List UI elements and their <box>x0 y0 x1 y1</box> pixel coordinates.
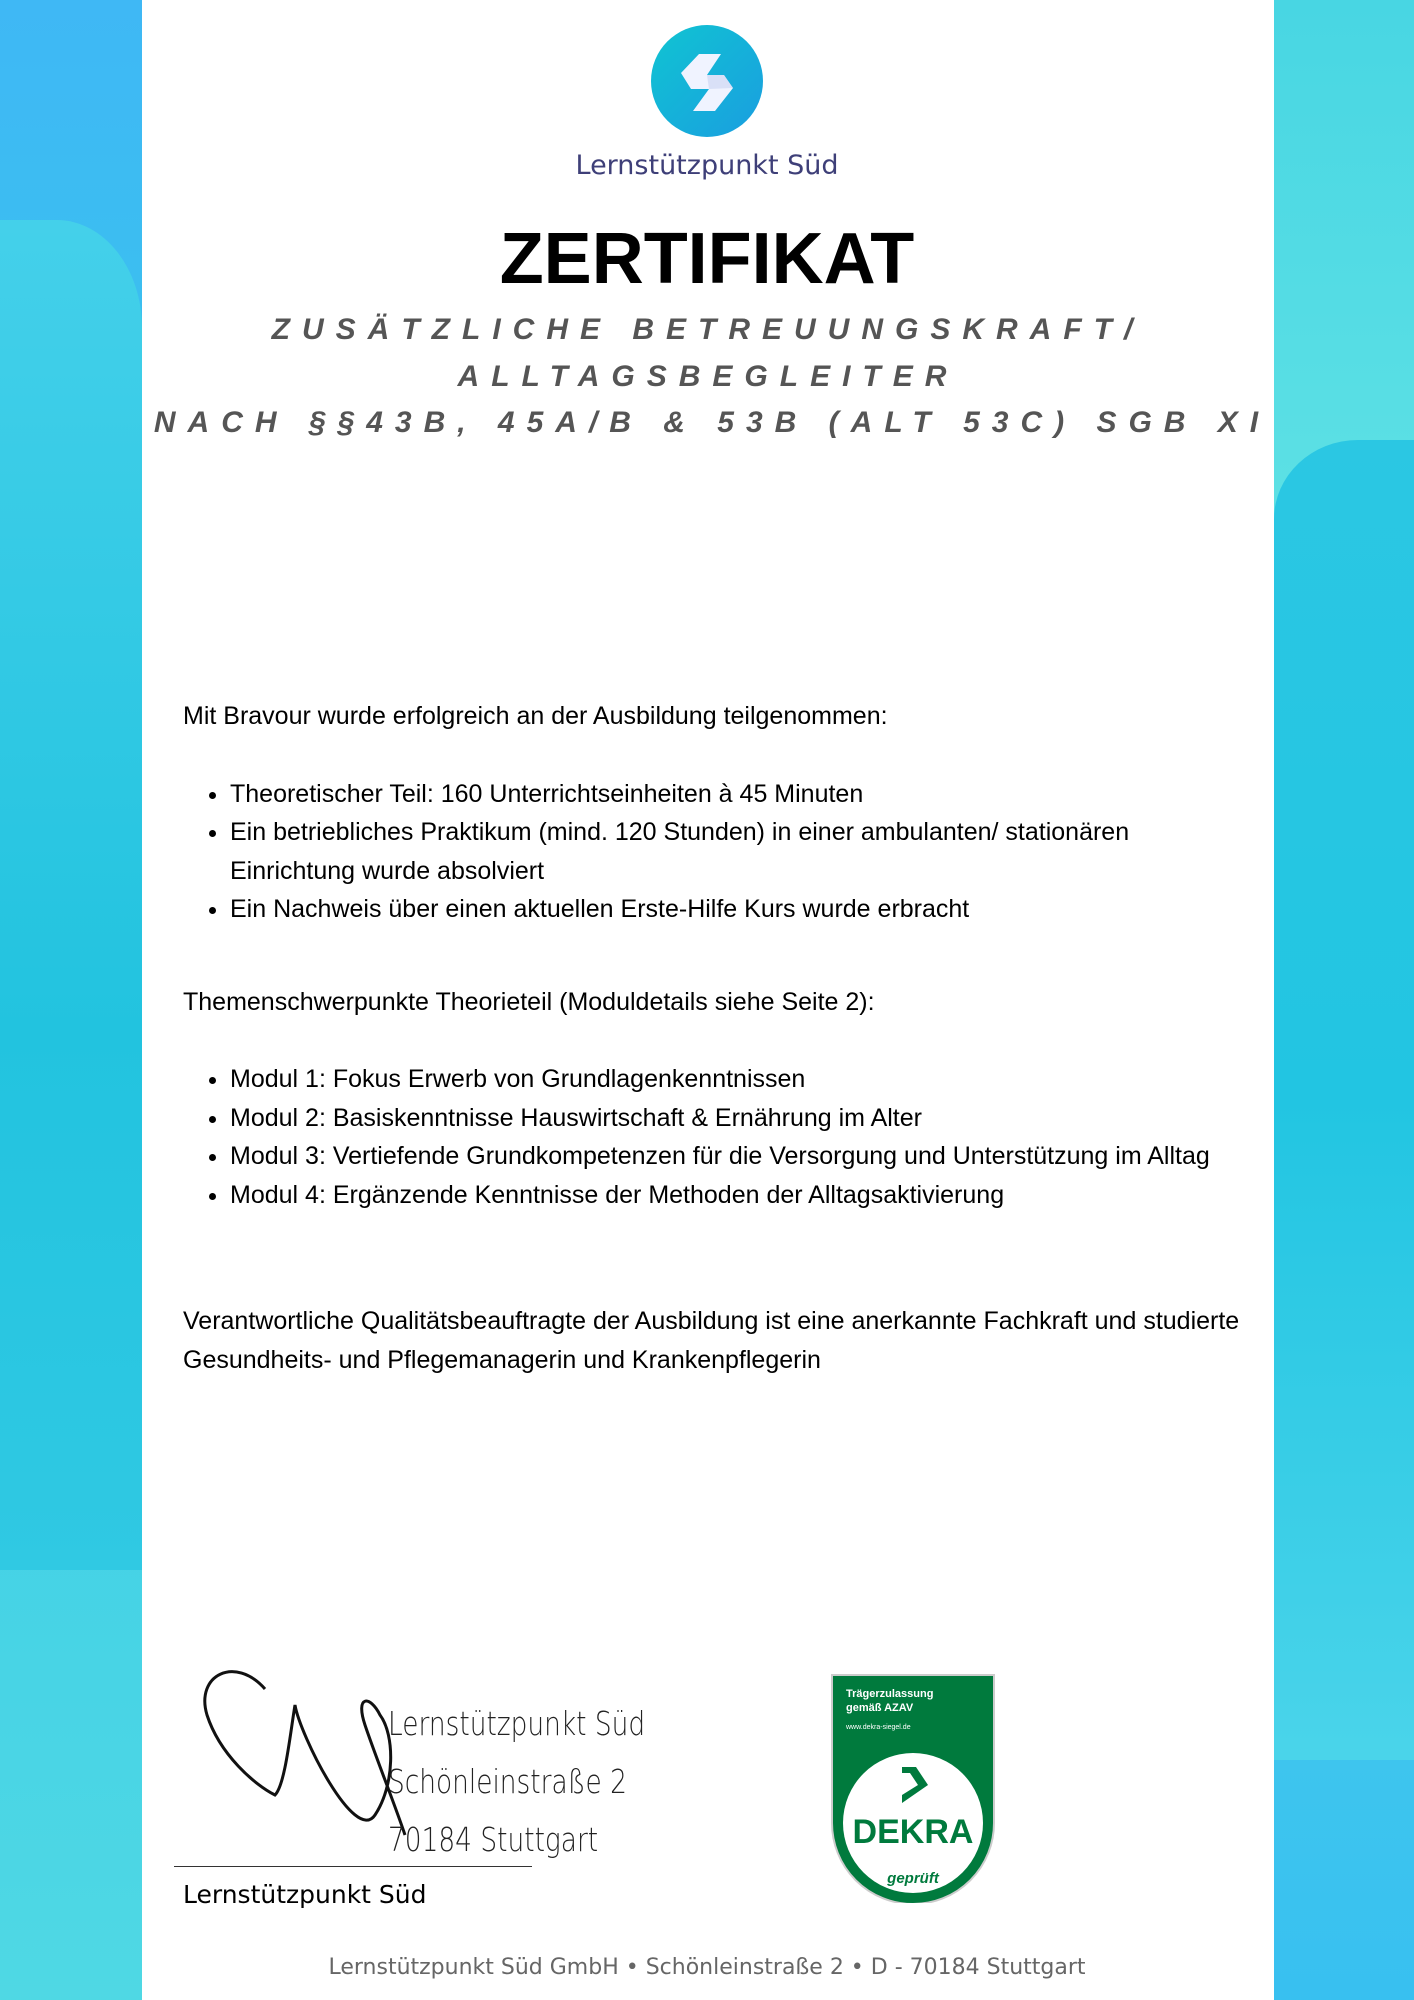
dekra-seal <box>830 1673 996 1903</box>
subtitle-line-3: NACH §§43B, 45A/B & 53B (ALT 53C) SGB XI <box>153 406 1271 439</box>
left-decor-band <box>0 0 142 2000</box>
list-item: • Ein betriebliches Praktikum (mind. 120 Stunden) in einer ambulanten/ stationären Einrichtung wurde absolviert <box>230 813 1230 890</box>
certificate-title: ZERTIFIKAT <box>499 219 915 299</box>
svg-text:DEKRA: DEKRA <box>852 1813 974 1851</box>
stamp-line: Lernstützpunkt Süd <box>388 1704 646 1743</box>
stamp-line: 70184 Stuttgart <box>388 1820 599 1859</box>
signature-line <box>174 1866 532 1867</box>
quality-note: Verantwortliche Qualitätsbeauftragte der Ausbildung ist eine anerkannte Fachkraft und studierte Gesundheits- und Pflegemanagerin und Krankenpflegerin <box>183 1307 1240 1374</box>
address-stamp <box>388 1695 645 1869</box>
signature-label: Lernstützpunkt Süd <box>183 1880 427 1909</box>
subtitle-line-1: ZUSÄTZLICHE BETREUUNGSKRAFT/ <box>271 313 1145 346</box>
svg-text:Trägerzulassung: Trägerzulassung <box>846 1688 934 1700</box>
modules-heading: Themenschwerpunkte Theorieteil (Moduldetails siehe Seite 2): <box>183 987 875 1016</box>
list-item: • Modul 4: Ergänzende Kenntnisse der Methoden der Alltagsaktivierung <box>230 1176 1280 1215</box>
footer-address: Lernstützpunkt Süd GmbH • Schönleinstraße 2 • D - 70184 Stuttgart <box>328 1955 1086 1980</box>
list-item: • Modul 3: Vertiefende Grundkompetenzen für die Versorgung und Unterstützung im Alltag <box>230 1137 1230 1176</box>
certificate-body <box>183 697 1273 1379</box>
list-item: • Theoretischer Teil: 160 Unterrichtseinheiten à 45 Minuten <box>230 775 1280 814</box>
list-item: • Modul 1: Fokus Erwerb von Grundlagenkenntnissen <box>230 1060 1280 1099</box>
list-item: • Ein Nachweis über einen aktuellen Erste-Hilfe Kurs wurde erbracht <box>230 890 1280 929</box>
stamp-line: Schönleinstraße 2 <box>388 1762 627 1801</box>
list-item: • Modul 2: Basiskenntnisse Hauswirtschaft & Ernährung im Alter <box>230 1099 1280 1138</box>
right-decor-band <box>1274 0 1414 2000</box>
brand-name: Lernstützpunkt Süd <box>575 150 839 181</box>
s-bolt-logo-icon <box>651 25 763 137</box>
subtitle-line-2: ALLTAGSBEGLEITER <box>457 360 959 393</box>
svg-text:www.dekra-siegel.de: www.dekra-siegel.de <box>846 1724 911 1731</box>
requirements-list <box>183 775 1280 929</box>
modules-list <box>183 1060 1280 1214</box>
svg-text:geprüft: geprüft <box>887 1870 939 1887</box>
svg-text:gemäß AZAV: gemäß AZAV <box>846 1702 914 1714</box>
intro-text: Mit Bravour wurde erfolgreich an der Ausbildung teilgenommen: <box>183 702 888 730</box>
